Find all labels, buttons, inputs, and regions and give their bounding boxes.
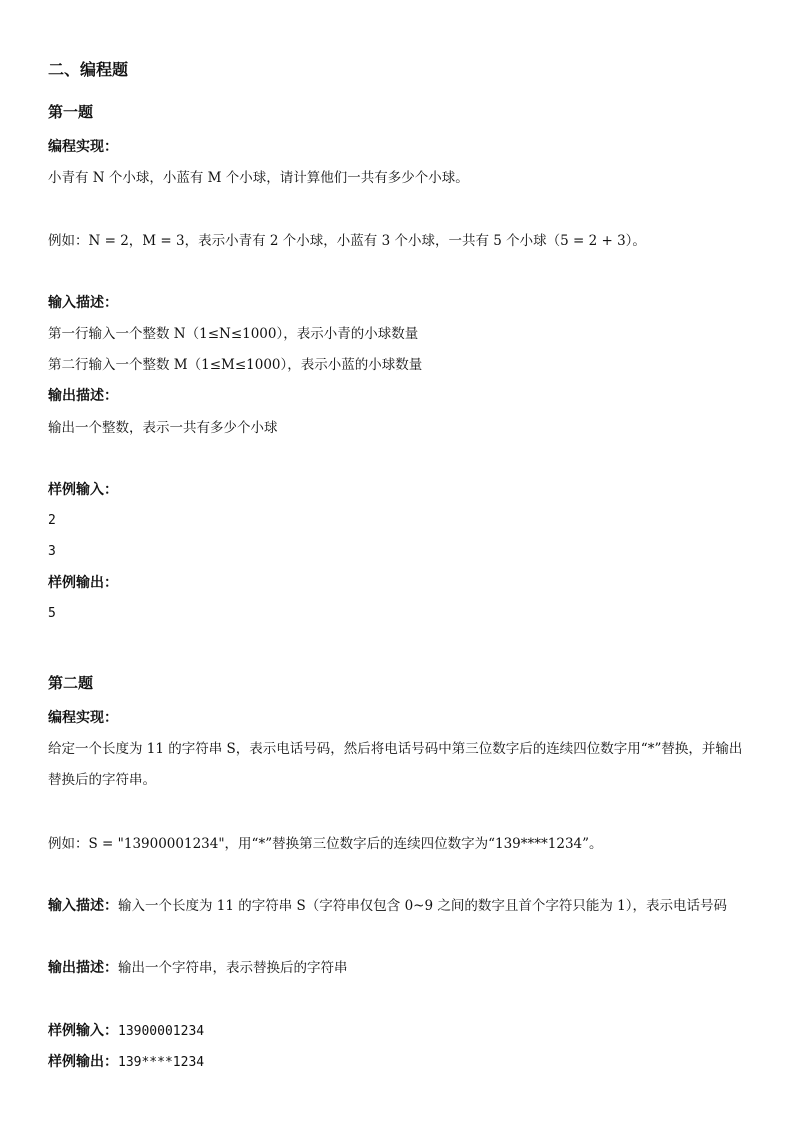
q1-example: 例如：N = 2，M = 3，表示小青有 2 个小球，小蓝有 3 个小球，一共有 5 个小球（5 = 2 + 3）。 xyxy=(48,233,646,249)
q1-output-label: 输出描述： xyxy=(48,388,118,404)
q2-example: 例如：S = "13900001234"，用“*”替换第三位数字后的连续四位数字为“139****1234”。 xyxy=(48,836,603,852)
q2-title: 第二题 xyxy=(48,674,94,692)
q2-input-text: 输入一个长度为 11 的字符串 S（字符串仅包含 0~9 之间的数字且首个字符只能为 1），表示电话号码 xyxy=(118,898,728,914)
q2-output-label: 输出描述： xyxy=(48,960,118,976)
q1-impl-text: 小青有 N 个小球，小蓝有 M 个小球，请计算他们一共有多少个小球。 xyxy=(48,170,469,186)
q1-input-line2: 第二行输入一个整数 M（1≤M≤1000），表示小蓝的小球数量 xyxy=(48,357,423,373)
q1-sample-output-label: 样例输出： xyxy=(48,575,118,591)
q1-input-label: 输入描述： xyxy=(48,295,118,311)
q2-sample-output xyxy=(48,1052,753,1073)
q1-title: 第一题 xyxy=(48,103,94,121)
q2-input-desc xyxy=(48,891,747,922)
q1-impl-label: 编程实现： xyxy=(48,139,118,155)
q2-sample-input xyxy=(48,1021,753,1042)
q1-sample-output: 5 xyxy=(48,606,56,621)
q2-sample-output-label: 样例输出： xyxy=(48,1054,118,1070)
q1-sample-input-label: 样例输入： xyxy=(48,482,118,498)
q2-output-desc xyxy=(48,958,753,978)
q2-input-label: 输入描述： xyxy=(48,898,118,914)
q2-sample-input-label: 样例输入： xyxy=(48,1023,118,1039)
q1-sample-input-2: 3 xyxy=(48,544,56,559)
q2-output-text: 输出一个字符串，表示替换后的字符串 xyxy=(118,960,348,976)
q1-sample-input-1: 2 xyxy=(48,513,56,528)
q2-sample-output-value: 139****1234 xyxy=(118,1055,205,1070)
q2-sample-input-value: 13900001234 xyxy=(118,1024,205,1039)
q2-impl-text: 给定一个长度为 11 的字符串 S，表示电话号码，然后将电话号码中第三位数字后的连续四位数字用“*”替换，并输出替换后的字符串。 xyxy=(48,741,743,788)
q2-impl-label: 编程实现： xyxy=(48,710,118,726)
q1-input-line1: 第一行输入一个整数 N（1≤N≤1000），表示小青的小球数量 xyxy=(48,326,419,342)
q1-output-text: 输出一个整数，表示一共有多少个小球 xyxy=(48,420,278,436)
section-title: 二、编程题 xyxy=(48,60,129,79)
